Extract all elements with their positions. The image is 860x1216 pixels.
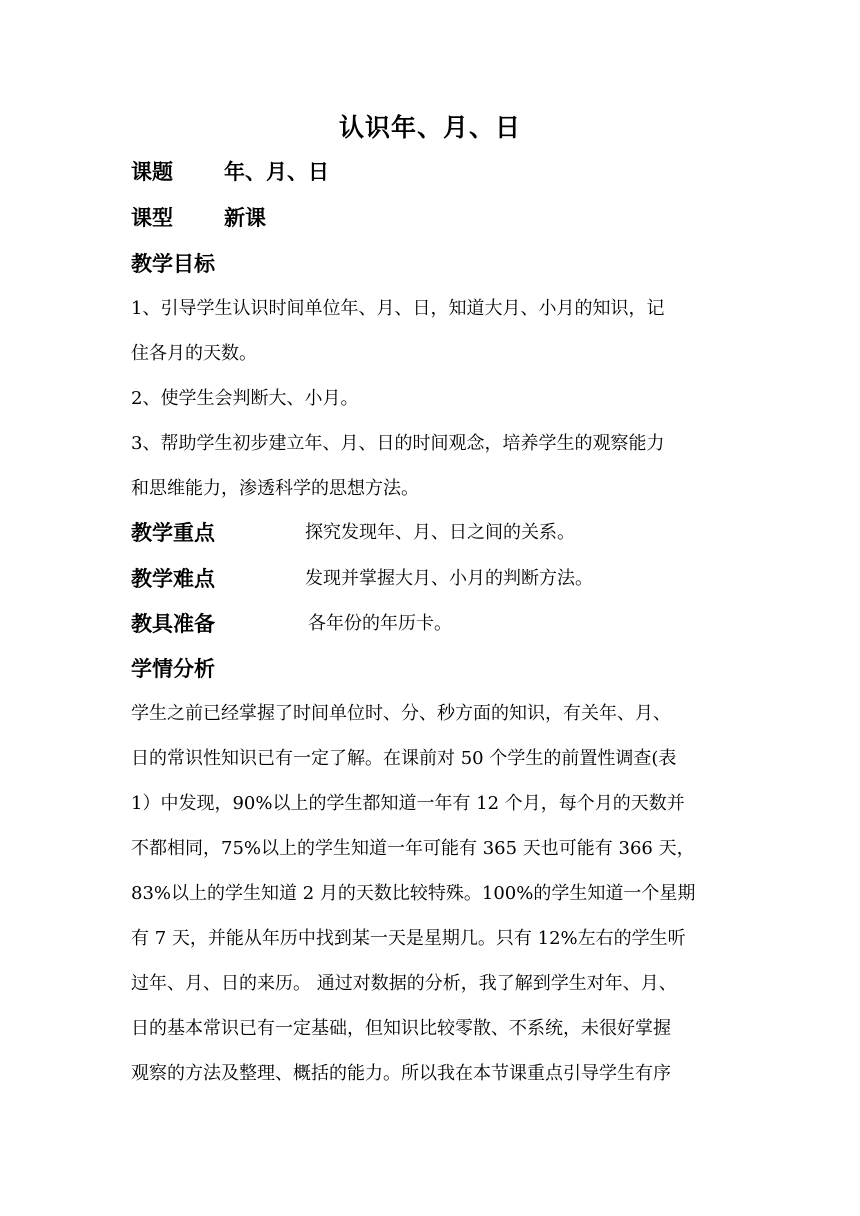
objectives-line: 1、引导学生认识时间单位年、月、日，知道大月、小月的知识，记 [131, 298, 665, 319]
analysis-line: 日的基本常识已有一定基础，但知识比较零散、不系统，未很好掌握 [131, 1018, 671, 1039]
objectives-line: 2、使学生会判断大、小月。 [131, 388, 359, 409]
analysis-line: 83%以上的学生知道 2 月的天数比较特殊。100%的学生知道一个星期 [131, 883, 696, 904]
analysis-line: 学生之前已经掌握了时间单位时、分、秒方面的知识，有关年、月、 [131, 703, 671, 724]
analysis-paragraph [131, 691, 731, 1096]
objectives-line: 住各月的天数。 [131, 343, 257, 364]
materials-value: 各年份的年历卡。 [308, 613, 452, 634]
key-point-value: 探究发现年、月、日之间的关系。 [305, 522, 575, 543]
materials-label: 教具准备 [131, 612, 215, 636]
analysis-line: 日的常识性知识已有一定了解。在课前对 50 个学生的前置性调查(表 [131, 748, 677, 769]
analysis-heading: 学情分析 [131, 657, 215, 681]
analysis-line: 观察的方法及整理、概括的能力。所以我在本节课重点引导学生有序 [131, 1063, 671, 1084]
analysis-line: 不都相同，75%以上的学生知道一年可能有 365 天也可能有 366 天， [131, 838, 695, 859]
difficulty-value: 发现并掌握大月、小月的判断方法。 [305, 568, 593, 589]
analysis-line: 有 7 天，并能从年历中找到某一天是星期几。只有 12%左右的学生听 [131, 928, 686, 949]
objectives-line: 和思维能力，渗透科学的思想方法。 [131, 478, 419, 499]
objectives-heading: 教学目标 [131, 252, 215, 276]
analysis-line: 1）中发现，90%以上的学生都知道一年有 12 个月，每个月的天数并 [131, 793, 685, 814]
objectives-line: 3、帮助学生初步建立年、月、日的时间观念，培养学生的观察能力 [131, 433, 665, 454]
lesson-type-label: 课型 [131, 206, 173, 230]
analysis-line: 过年、月、日的来历。 通过对数据的分析，我了解到学生对年、月、 [131, 973, 677, 994]
document-title: 认识年、月、日 [338, 113, 521, 142]
topic-value: 年、月、日 [224, 160, 329, 184]
key-point-label: 教学重点 [131, 521, 215, 545]
difficulty-label: 教学难点 [131, 567, 215, 591]
topic-label: 课题 [131, 160, 173, 184]
lesson-type-value: 新课 [224, 206, 266, 230]
objectives-paragraph [131, 286, 731, 511]
